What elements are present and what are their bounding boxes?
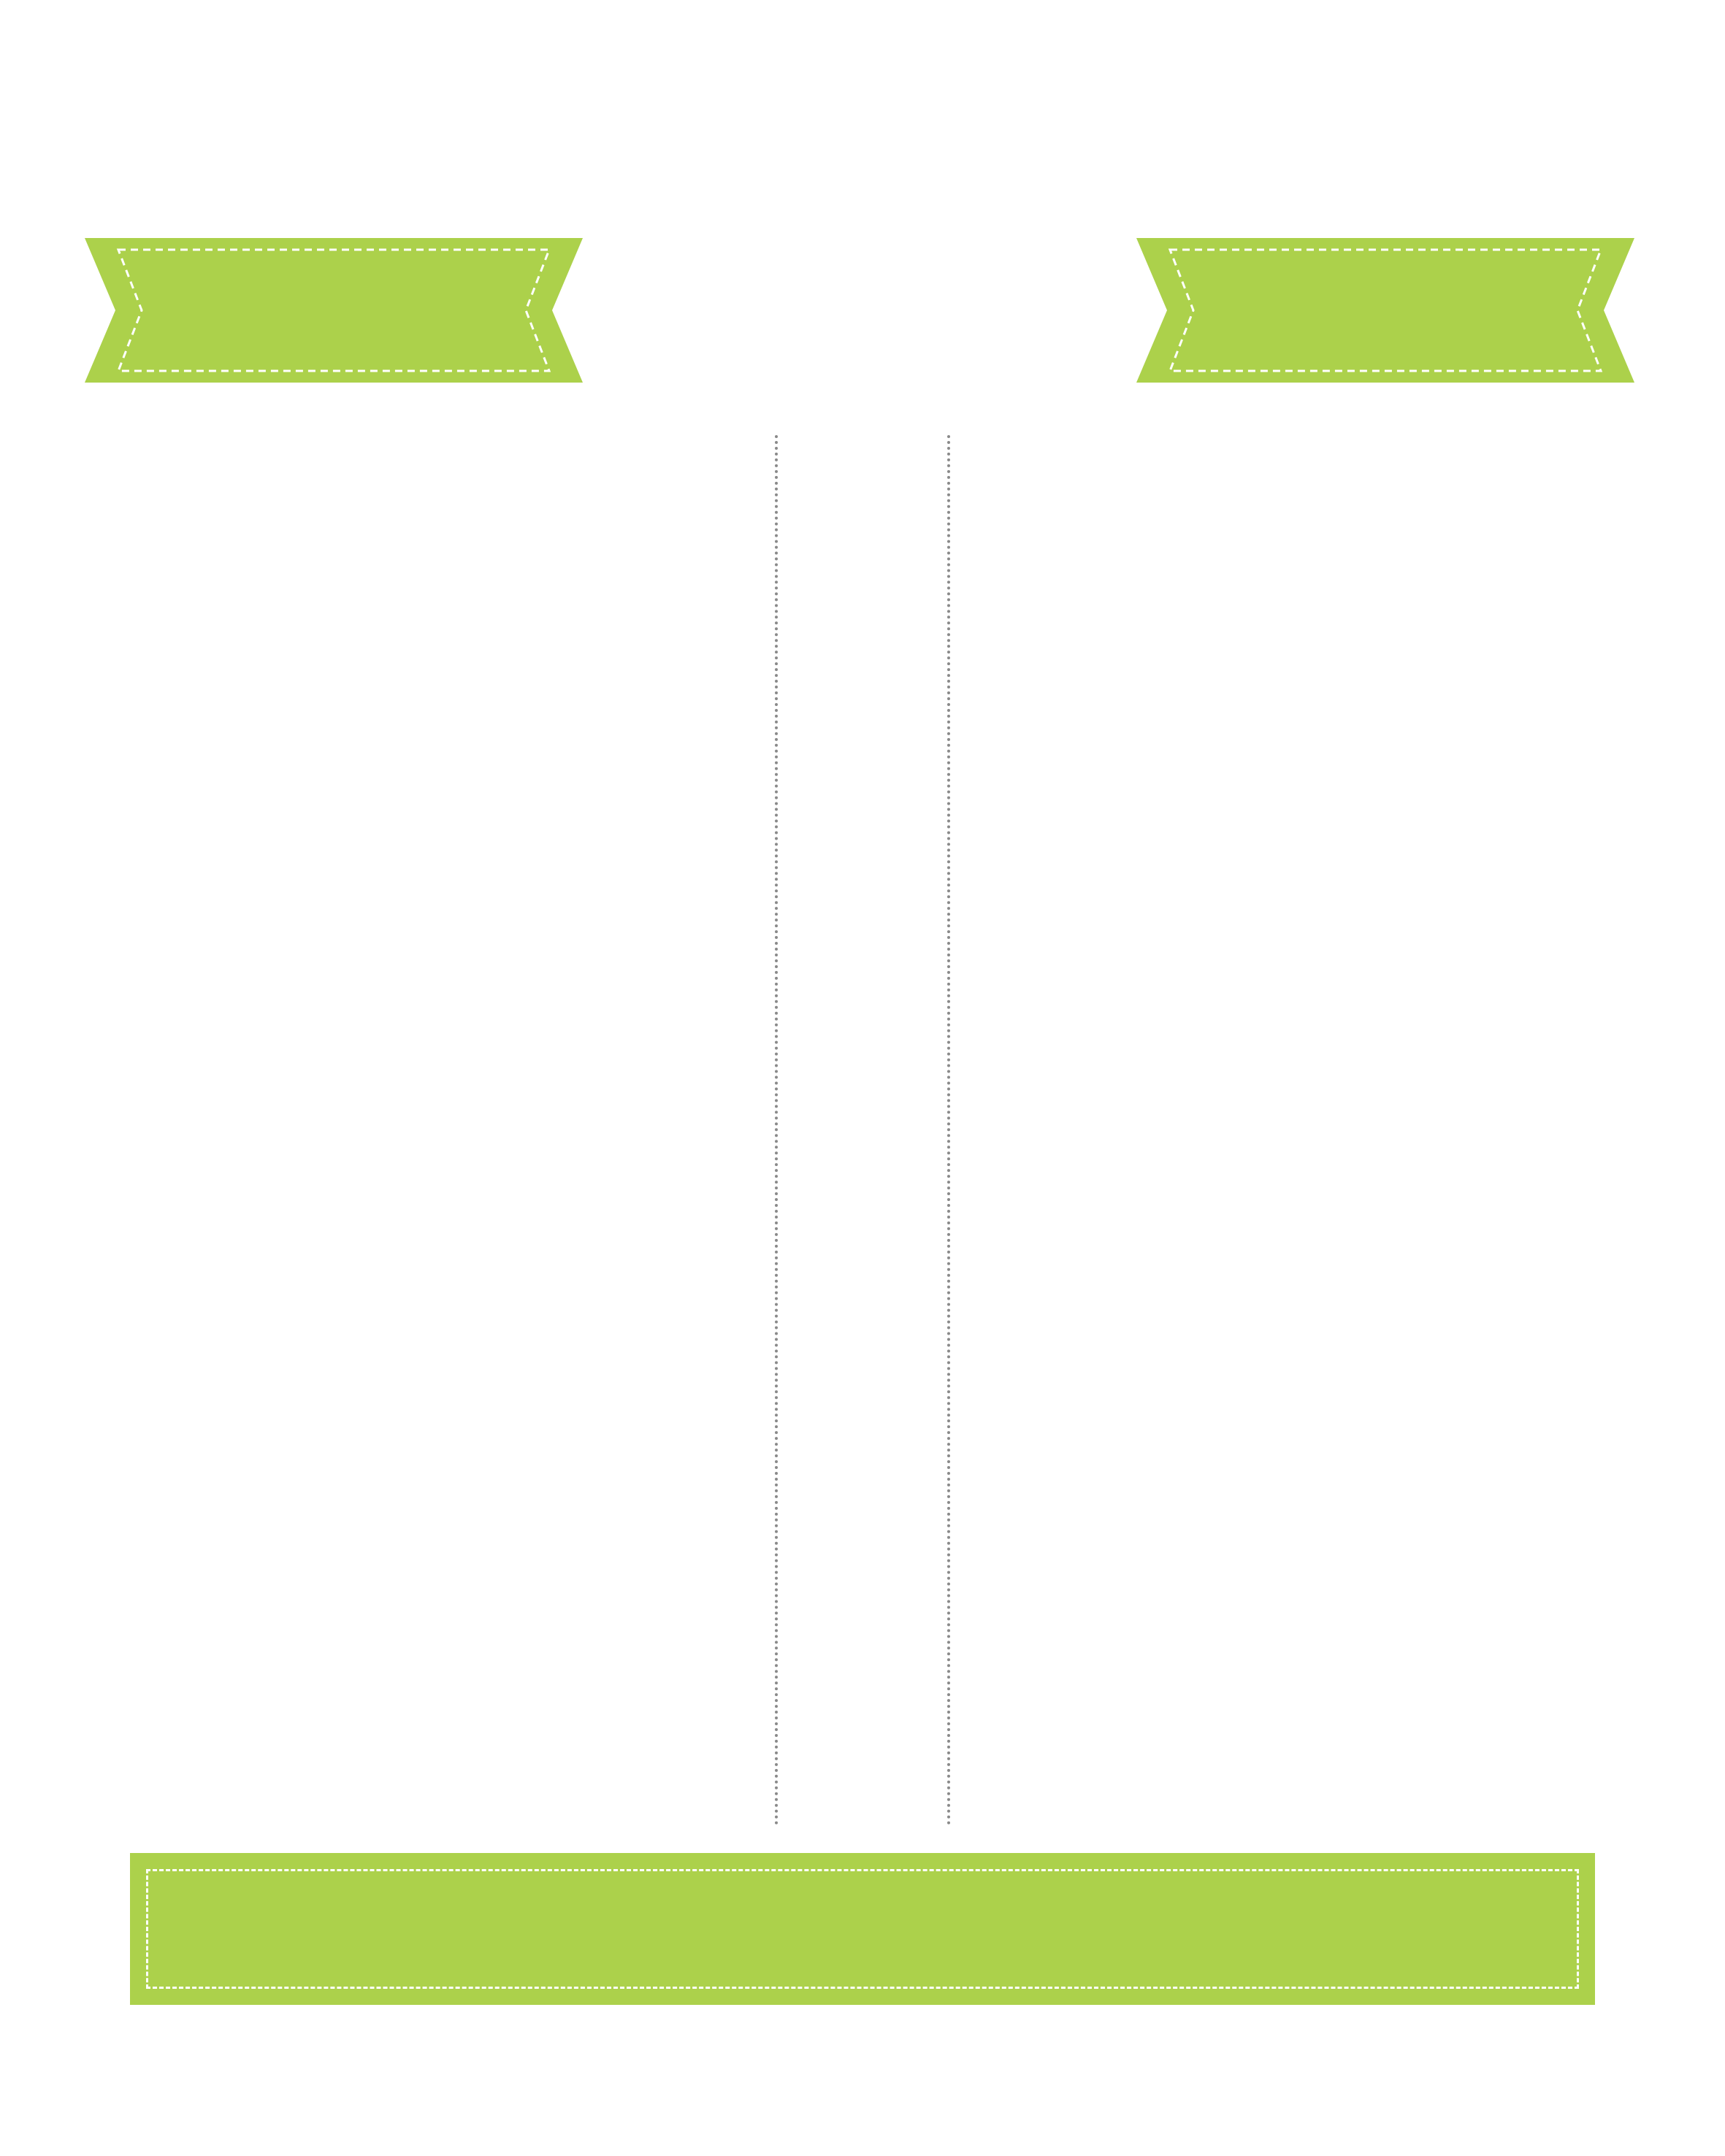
breakfast-banner	[85, 238, 583, 383]
quote-box	[130, 1853, 1595, 2005]
column-divider	[947, 435, 950, 1826]
ontbyt-banner	[1136, 238, 1634, 383]
breakfast-title	[85, 238, 583, 383]
column-divider	[775, 435, 778, 1826]
floral-decoration-top	[0, 0, 1725, 241]
ontbyt-title	[1136, 238, 1634, 383]
quote-border	[146, 1869, 1579, 1989]
